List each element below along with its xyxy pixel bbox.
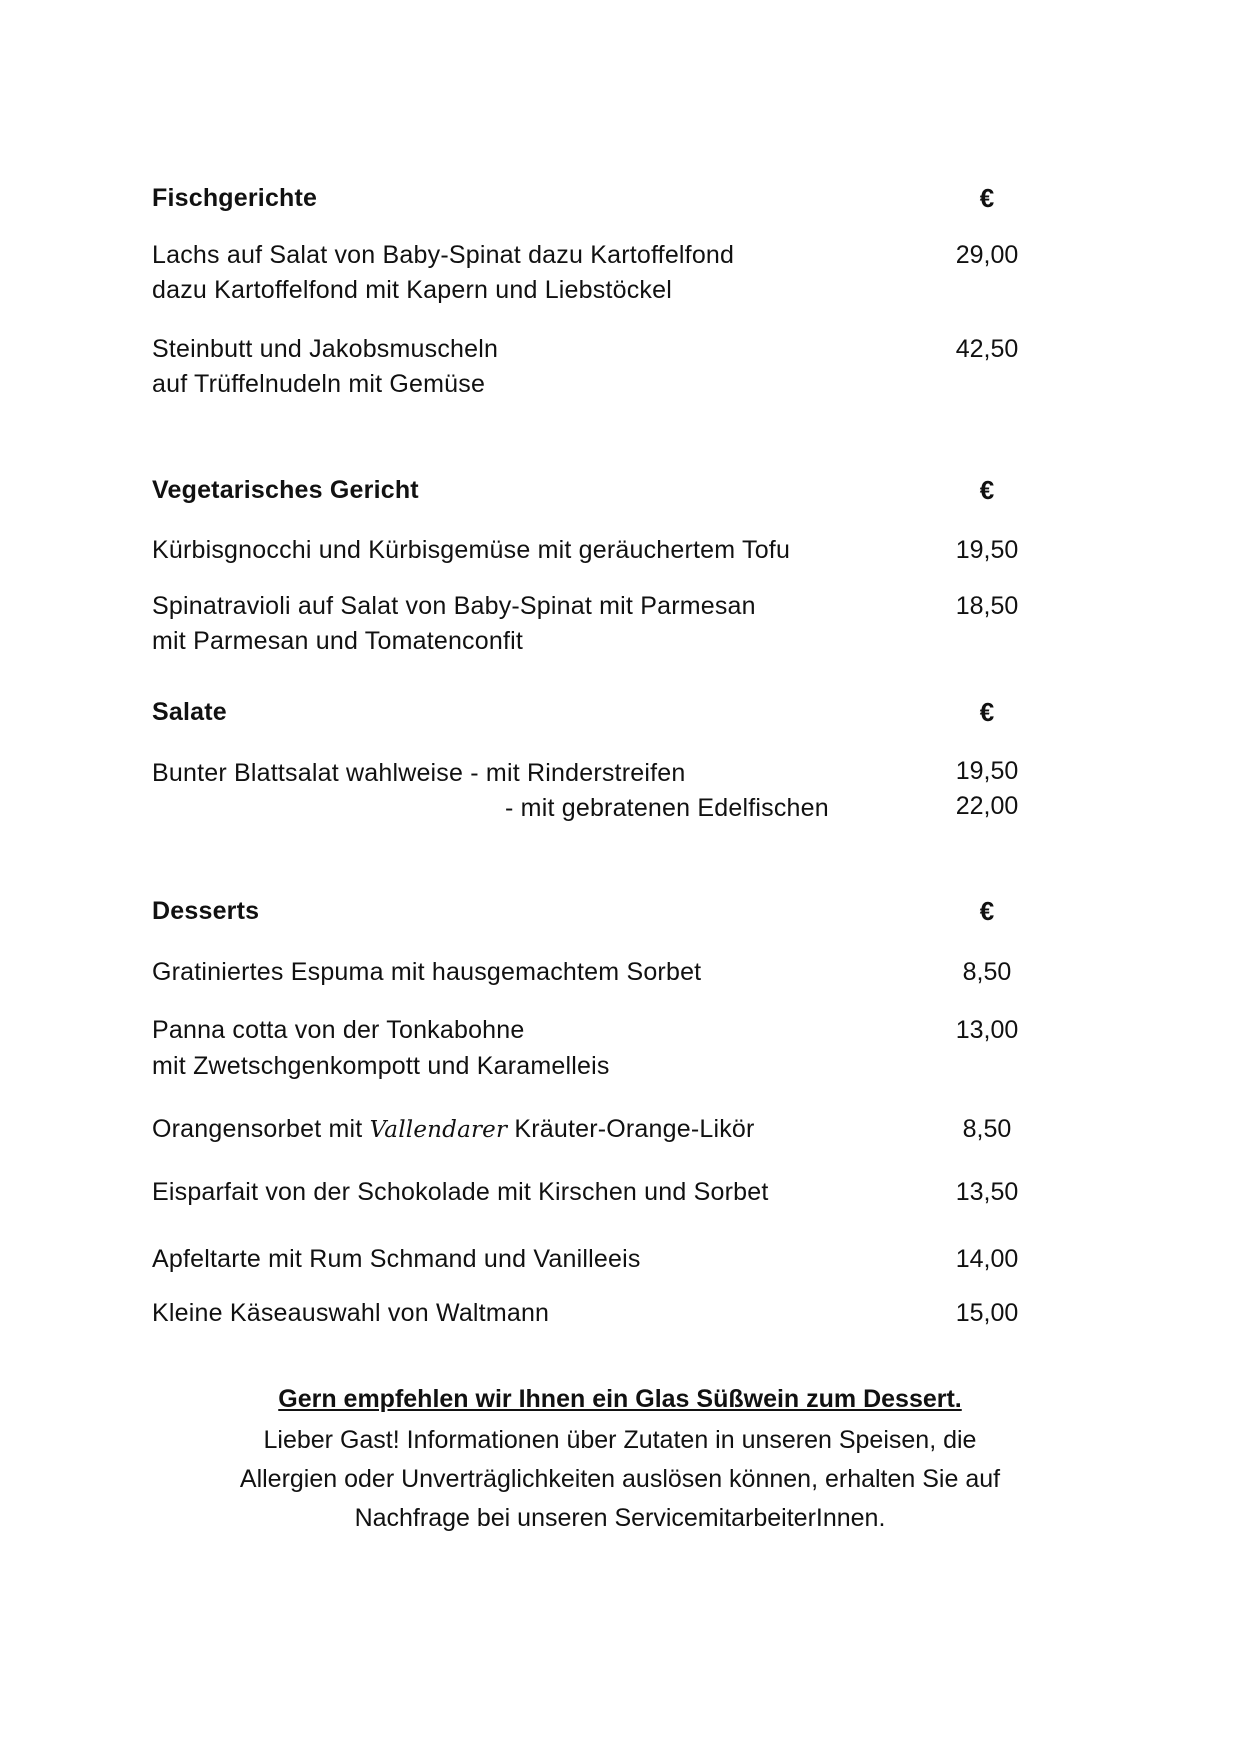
currency-symbol: € xyxy=(979,896,995,926)
dish-text: Kräuter-Orange-Likör xyxy=(507,1115,755,1143)
section-title-fish: Fischgerichte xyxy=(152,184,318,212)
dish-price: 29,00 xyxy=(955,241,1019,269)
dish-description: Gratiniertes Espuma mit hausgemachtem Sorbet xyxy=(152,958,702,986)
dish-description: mit Zwetschgenkompott und Karamelleis xyxy=(152,1052,610,1080)
dish-description: Apfeltarte mit Rum Schmand und Vanilleeis xyxy=(152,1245,641,1273)
section-title-vegetarian: Vegetarisches Gericht xyxy=(152,476,419,504)
dish-price: 18,50 xyxy=(955,592,1019,620)
dish-description: Panna cotta von der Tonkabohne xyxy=(152,1016,525,1044)
dessert-wine-recommendation: Gern empfehlen wir Ihnen ein Glas Süßwein zum Dessert. xyxy=(278,1385,962,1413)
dish-price: 19,50 xyxy=(955,536,1019,564)
section-title-salads: Salate xyxy=(152,698,227,726)
dish-price: 8,50 xyxy=(962,958,1012,986)
footer xyxy=(0,1381,1240,1538)
section-title-desserts: Desserts xyxy=(152,897,260,925)
dish-description: Lachs auf Salat von Baby-Spinat dazu Kartoffelfond xyxy=(152,241,735,269)
currency-symbol: € xyxy=(979,697,995,727)
dish-option: - mit gebratenen Edelfischen xyxy=(505,794,829,822)
dish-description: dazu Kartoffelfond mit Kapern und Liebstöckel xyxy=(152,276,672,304)
dish-description: Kürbisgnocchi und Kürbisgemüse mit geräuchertem Tofu xyxy=(152,536,791,564)
dish-price: 42,50 xyxy=(955,335,1019,363)
allergen-notice-line: Nachfrage bei unseren ServicemitarbeiterInnen. xyxy=(354,1504,886,1532)
dish-description xyxy=(152,1111,755,1148)
dish-description: auf Trüffelnudeln mit Gemüse xyxy=(152,370,486,398)
dish-description: Bunter Blattsalat wahlweise - mit Rinderstreifen xyxy=(152,759,686,787)
dish-description: mit Parmesan und Tomatenconfit xyxy=(152,627,524,655)
dish-price: 8,50 xyxy=(962,1115,1012,1143)
dish-price: 13,00 xyxy=(955,1016,1019,1044)
currency-symbol: € xyxy=(979,475,995,505)
dish-description: Eisparfait von der Schokolade mit Kirschen und Sorbet xyxy=(152,1178,769,1206)
dish-price: 15,00 xyxy=(955,1299,1019,1327)
dish-text: Orangensorbet mit xyxy=(152,1115,370,1143)
dish-description: Spinatravioli auf Salat von Baby-Spinat mit Parmesan xyxy=(152,592,756,620)
allergen-notice-line: Lieber Gast! Informationen über Zutaten in unseren Speisen, die xyxy=(263,1426,977,1454)
allergen-notice-line: Allergien oder Unverträglichkeiten auslösen können, erhalten Sie auf xyxy=(239,1465,1001,1493)
dish-price: 14,00 xyxy=(955,1245,1019,1273)
dish-price: 19,50 xyxy=(955,757,1019,785)
currency-symbol: € xyxy=(979,183,995,213)
dish-price: 22,00 xyxy=(955,792,1019,820)
dish-description: Kleine Käseauswahl von Waltmann xyxy=(152,1299,550,1327)
dish-price: 13,50 xyxy=(955,1178,1019,1206)
dish-description: Steinbutt und Jakobsmuscheln xyxy=(152,335,499,363)
liqueur-brand: Vallendarer xyxy=(369,1117,508,1143)
